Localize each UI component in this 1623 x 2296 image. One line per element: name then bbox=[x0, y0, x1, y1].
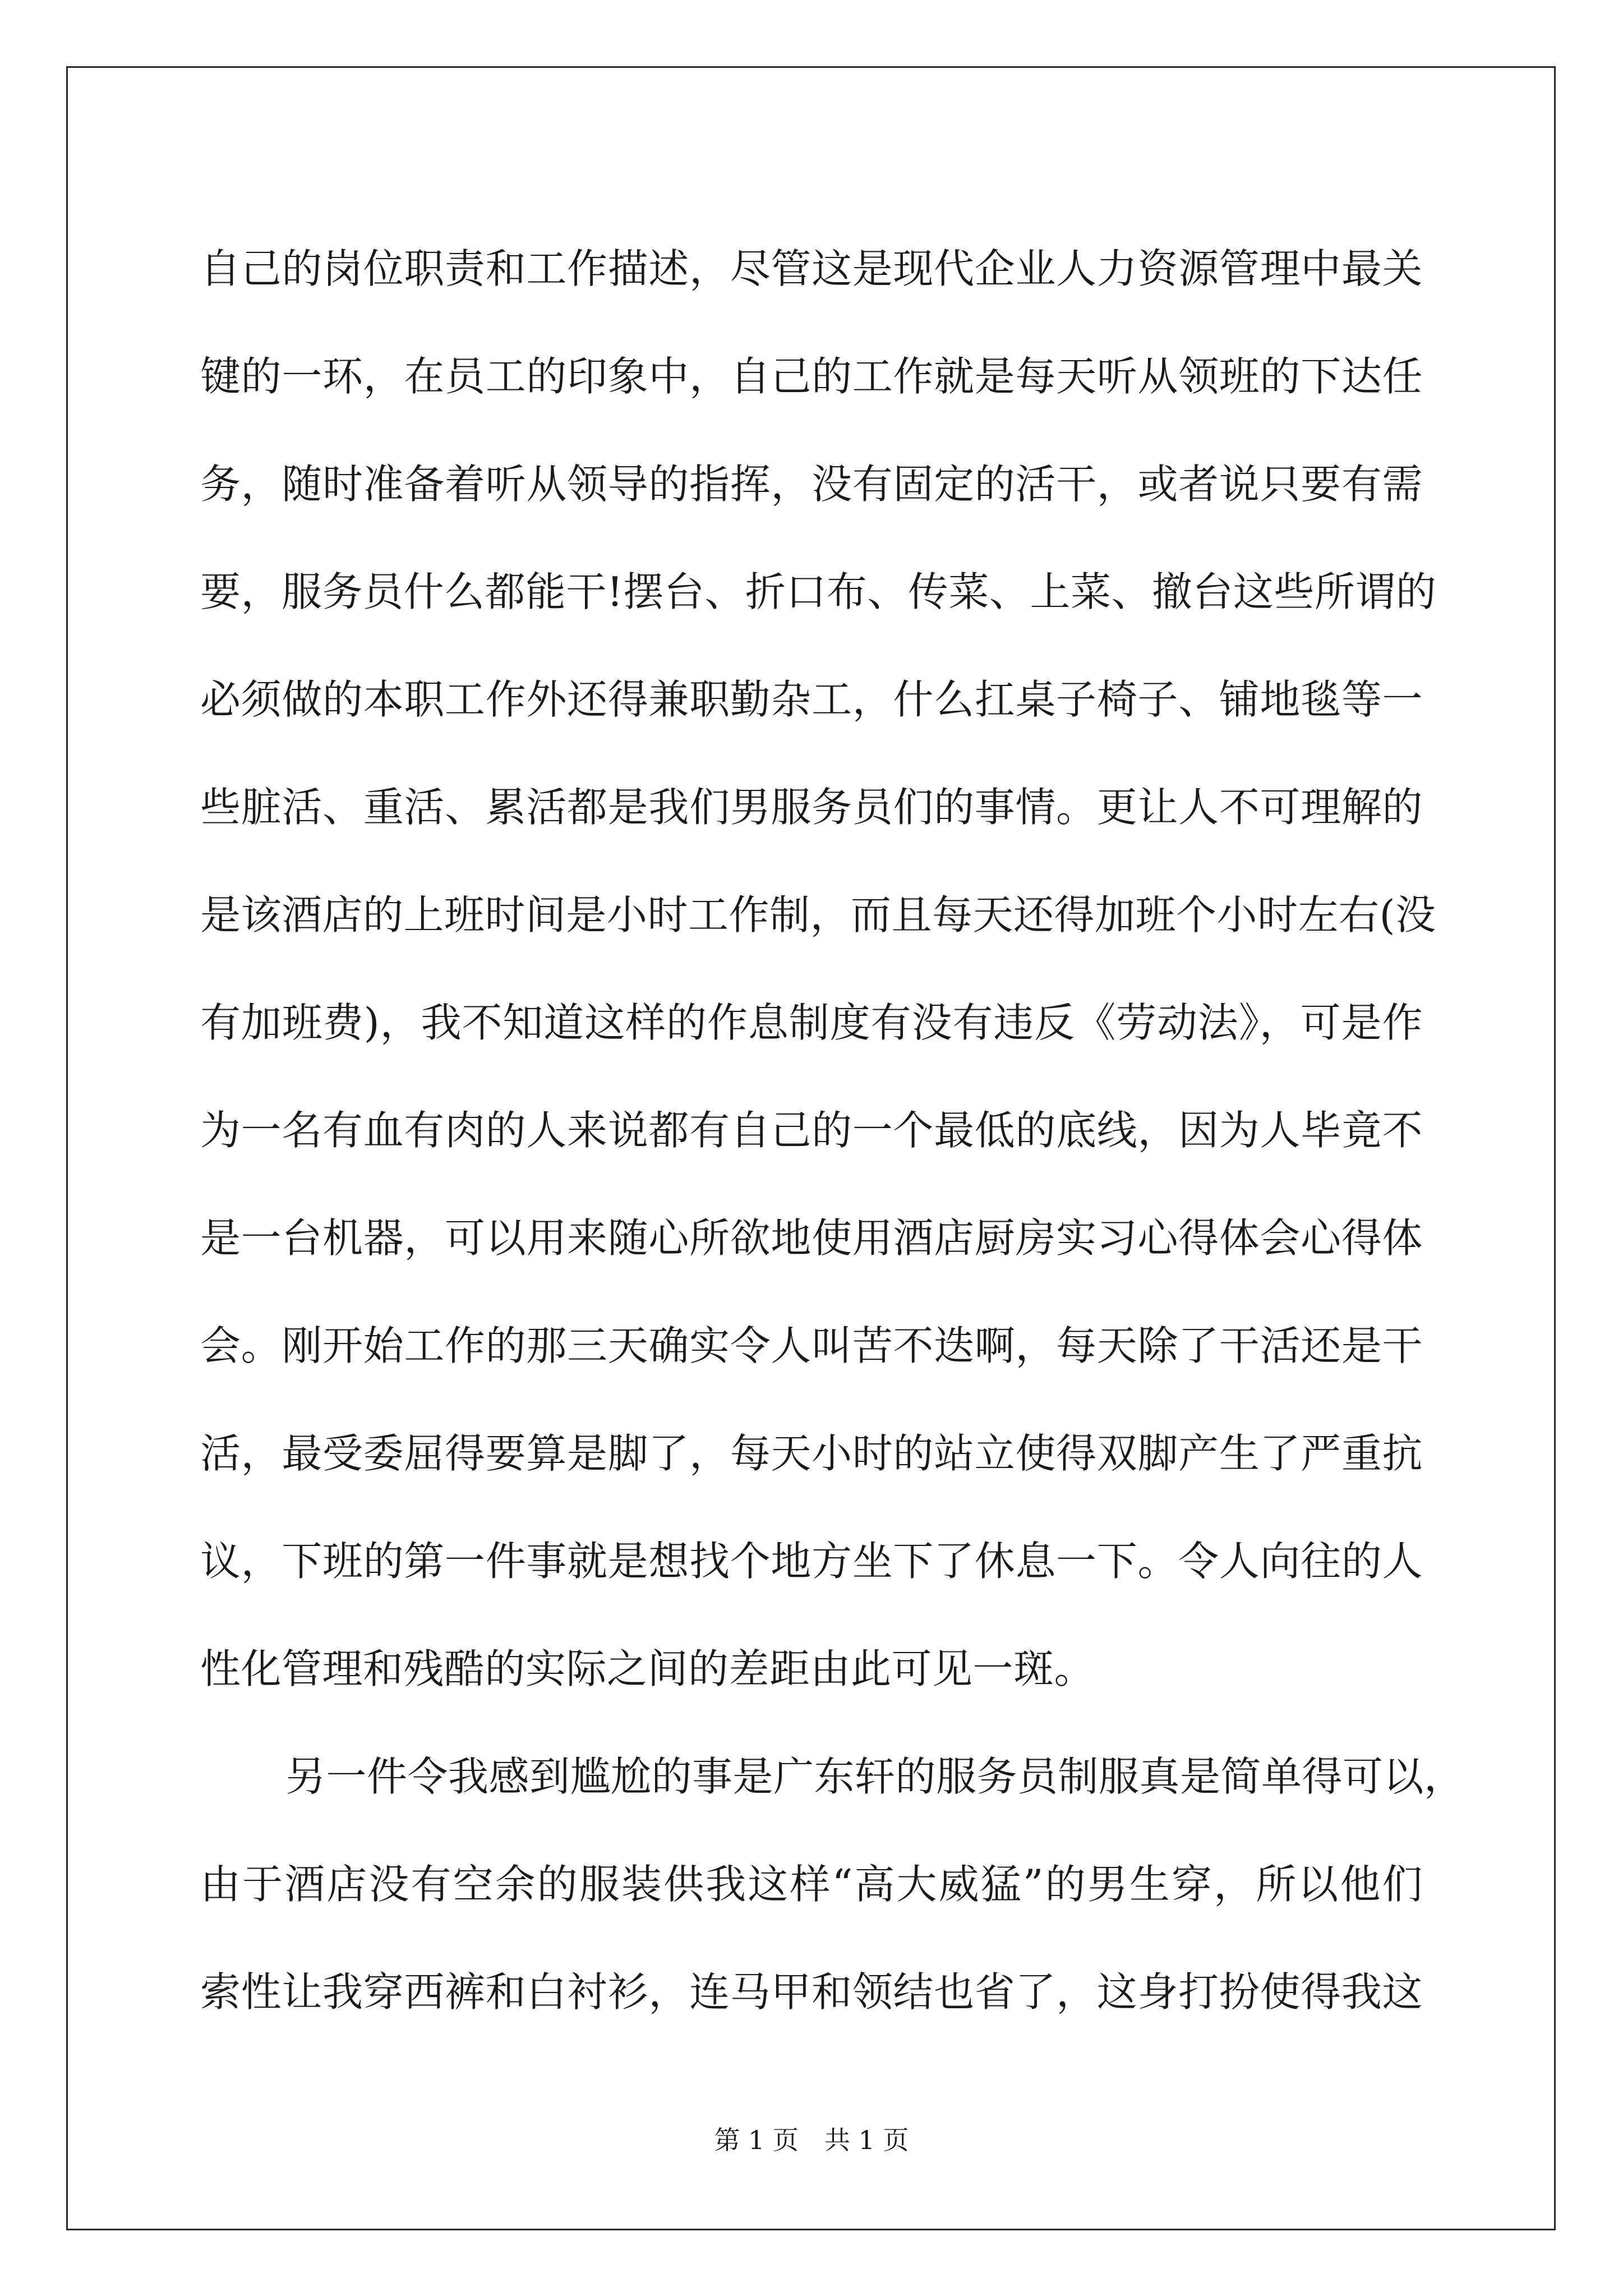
text-line: 性化管理和残酷的实际之间的差距由此可见一斑。 bbox=[200, 1645, 1095, 1692]
text-line: 些脏活、重活、累活都是我们男服务员们的事情。更让人不可理解的 bbox=[200, 784, 1423, 831]
text-line: 要，服务员什么都能干!摆台、折口布、传菜、上菜、撤台这些所谓的 bbox=[200, 568, 1437, 615]
text-line: 必须做的本职工作外还得兼职勤杂工，什么扛桌子椅子、铺地毯等一 bbox=[200, 676, 1423, 723]
text-line: 由于酒店没有空余的服装供我这样“高大威猛”的男生穿，所以他们 bbox=[200, 1861, 1423, 1908]
text-line: 是该酒店的上班时间是小时工作制，而且每天还得加班个小时左右(没 bbox=[200, 891, 1436, 938]
text-line: 议，下班的第一件事就是想找个地方坐下了休息一下。令人向往的人 bbox=[200, 1538, 1423, 1585]
document-body bbox=[200, 215, 1465, 2046]
text-line: 是一台机器，可以用来随心所欲地使用酒店厨房实习心得体会心得体 bbox=[200, 1214, 1423, 1262]
page-footer: 第 1 页 共 1 页 bbox=[714, 2125, 909, 2155]
text-line: 自己的岗位职责和工作描述，尽管这是现代企业人力资源管理中最关 bbox=[200, 245, 1423, 292]
text-line: 有加班费)，我不知道这样的作息制度有没有违反《劳动法》，可是作 bbox=[200, 999, 1423, 1046]
text-line: 务，随时准备着听从领导的指挥，没有固定的活干，或者说只要有需 bbox=[200, 461, 1423, 508]
text-line: 活，最受委屈得要算是脚了，每天小时的站立使得双脚产生了严重抗 bbox=[200, 1430, 1423, 1477]
text-line: 键的一环，在员工的印象中，自己的工作就是每天听从领班的下达任 bbox=[200, 353, 1423, 400]
text-line: 为一名有血有肉的人来说都有自己的一个最低的底线，因为人毕竟不 bbox=[200, 1107, 1423, 1154]
paragraph-first-line: 另一件令我感到尴尬的事是广东轩的服务员制服真是简单得可以， bbox=[285, 1753, 1465, 1800]
text-line: 会。刚开始工作的那三天确实令人叫苦不迭啊，每天除了干活还是干 bbox=[200, 1322, 1423, 1369]
text-line: 索性让我穿西裤和白衬衫，连马甲和领结也省了，这身打扮使得我这 bbox=[200, 1968, 1423, 2016]
